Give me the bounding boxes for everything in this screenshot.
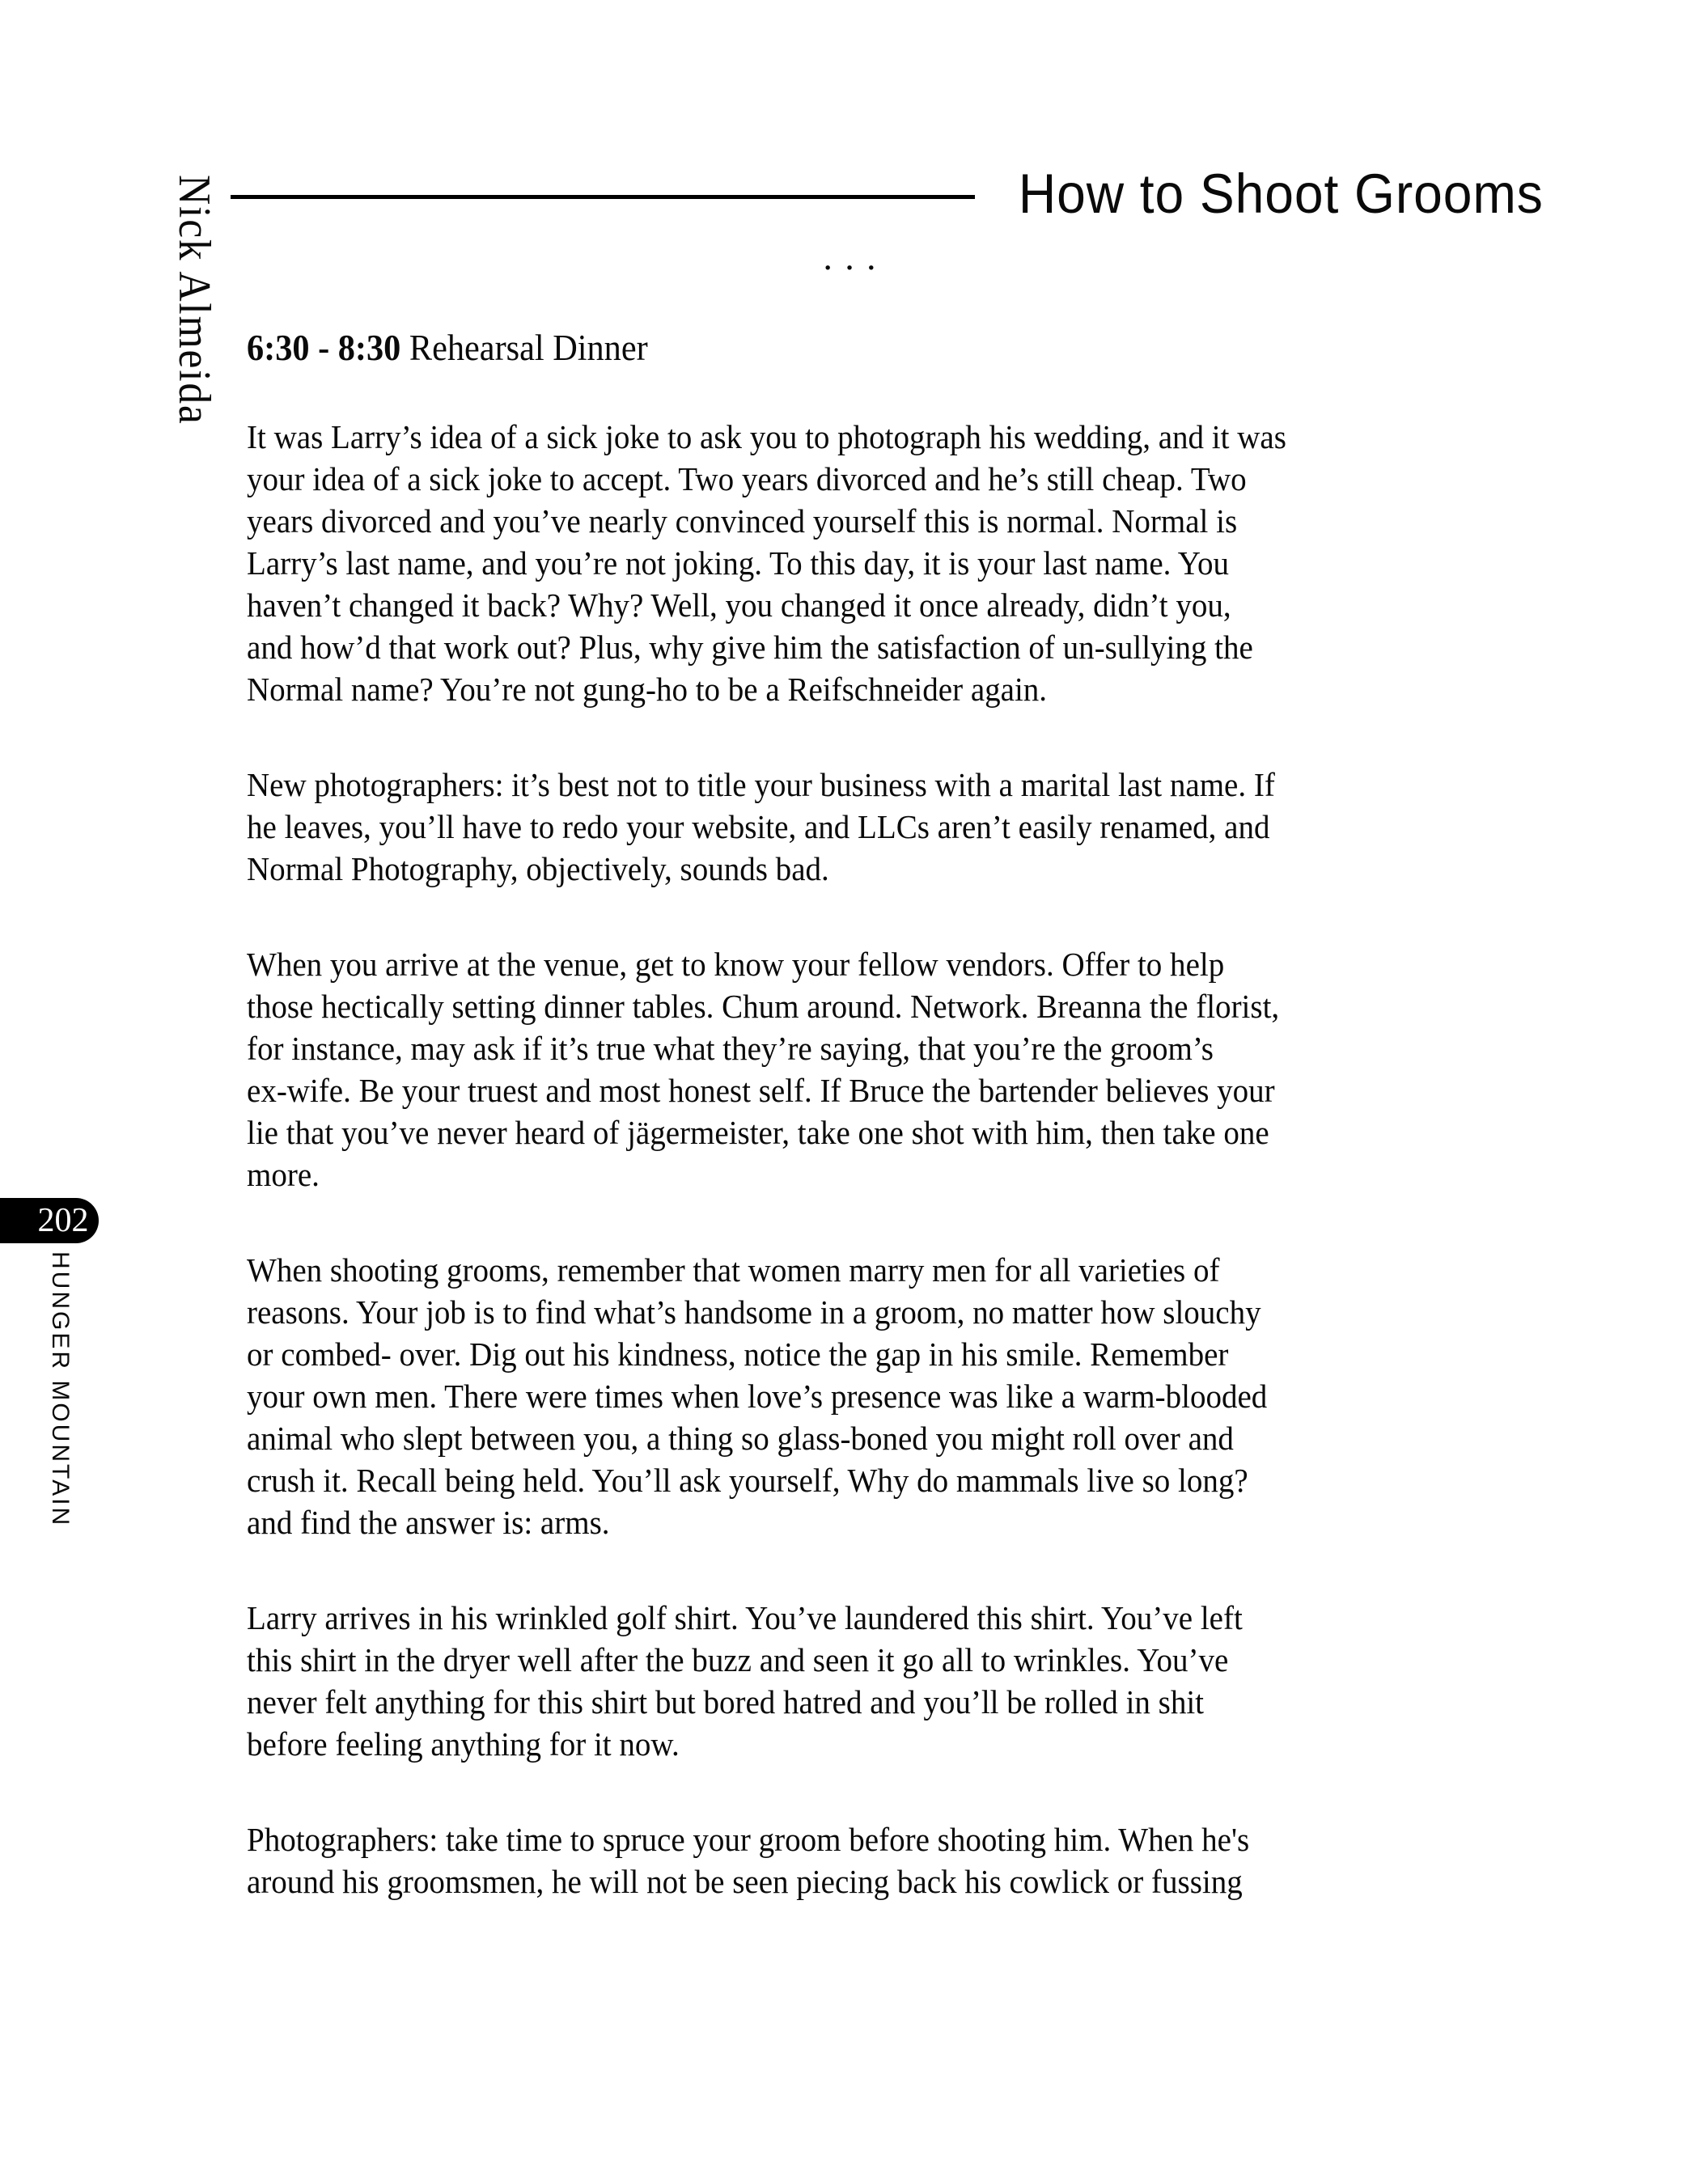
schedule-heading: [247, 327, 648, 369]
title-rule: [231, 195, 975, 199]
text-line: Larry’s last name, and you’re not joking. To this day, it is your last name. You: [247, 544, 1230, 582]
schedule-label: Rehearsal Dinner: [409, 328, 648, 368]
text-line: Normal name? You’re not gung-ho to be a Reifschneider again.: [247, 671, 1048, 708]
text-line: before feeling anything for it now.: [247, 1725, 680, 1763]
text-line: for instance, may ask if it’s true what they’re saying, that you’re the groom’s: [247, 1030, 1214, 1067]
text-line: around his groomsmen, he will not be seen piecing back his cowlick or fussing: [247, 1863, 1243, 1900]
text-line: It was Larry’s idea of a sick joke to ask you to photograph his wedding, and it was: [247, 418, 1286, 455]
text-line: he leaves, you’ll have to redo your website, and LLCs aren’t easily renamed, and: [247, 808, 1270, 845]
story-body: [247, 416, 1460, 1956]
paragraph: [247, 1597, 1460, 1765]
text-line: When shooting grooms, remember that women marry men for all varieties of: [247, 1251, 1220, 1289]
text-line: those hectically setting dinner tables. Chum around. Network. Breanna the florist,: [247, 988, 1280, 1025]
text-line: animal who slept between you, a thing so glass-boned you might roll over and: [247, 1420, 1234, 1457]
paragraph: [247, 1818, 1460, 1903]
text-line: and find the answer is: arms.: [247, 1504, 610, 1541]
text-line: ex-wife. Be your truest and most honest self. If Bruce the bartender believes your: [247, 1072, 1275, 1109]
text-line: this shirt in the dryer well after the buzz and seen it go all to wrinkles. You’ve: [247, 1641, 1229, 1678]
paragraph: [247, 416, 1460, 710]
paragraph: [247, 943, 1460, 1196]
text-line: reasons. Your job is to find what’s handsome in a groom, no matter how slouchy: [247, 1293, 1261, 1331]
text-line: years divorced and you’ve nearly convinced yourself this is normal. Normal is: [247, 502, 1238, 540]
text-line: or combed- over. Dig out his kindness, notice the gap in his smile. Remember: [247, 1335, 1229, 1373]
text-line: your own men. There were times when love’s presence was like a warm-blooded: [247, 1378, 1268, 1415]
text-line: and how’d that work out? Plus, why give him the satisfaction of un-sullying the: [247, 629, 1253, 666]
text-line: Normal Photography, objectively, sounds bad.: [247, 850, 829, 887]
text-line: lie that you’ve never heard of jägermeister, take one shot with him, then take one: [247, 1114, 1269, 1151]
text-line: Larry arrives in his wrinkled golf shirt. You’ve laundered this shirt. You’ve left: [247, 1599, 1243, 1636]
text-line: never felt anything for this shirt but bored hatred and you’ll be rolled in shit: [247, 1683, 1205, 1721]
text-line: When you arrive at the venue, get to know your fellow vendors. Offer to help: [247, 946, 1225, 983]
text-line: Photographers: take time to spruce your groom before shooting him. When he's: [247, 1821, 1250, 1858]
story-title: How to Shoot Grooms: [1019, 163, 1544, 225]
paragraph: [247, 764, 1460, 890]
page-number-badge: [0, 1198, 99, 1243]
author-name-vertical: Nick Almeida: [169, 175, 219, 425]
text-line: New photographers: it’s best not to title your business with a marital last name. If: [247, 766, 1275, 803]
text-line: your idea of a sick joke to accept. Two years divorced and he’s still cheap. Two: [247, 460, 1247, 497]
paragraph: [247, 1249, 1460, 1543]
page-number: 202: [37, 1202, 89, 1239]
journal-name-vertical: HUNGER MOUNTAIN: [47, 1251, 74, 1528]
text-line: haven’t changed it back? Why? Well, you changed it once already, didn’t you,: [247, 586, 1231, 624]
text-line: crush it. Recall being held. You’ll ask yourself, Why do mammals live so long?: [247, 1462, 1248, 1499]
schedule-time: 6:30 - 8:30: [247, 328, 401, 368]
text-line: more.: [247, 1156, 320, 1193]
section-separator-dots: · · ·: [821, 247, 878, 288]
